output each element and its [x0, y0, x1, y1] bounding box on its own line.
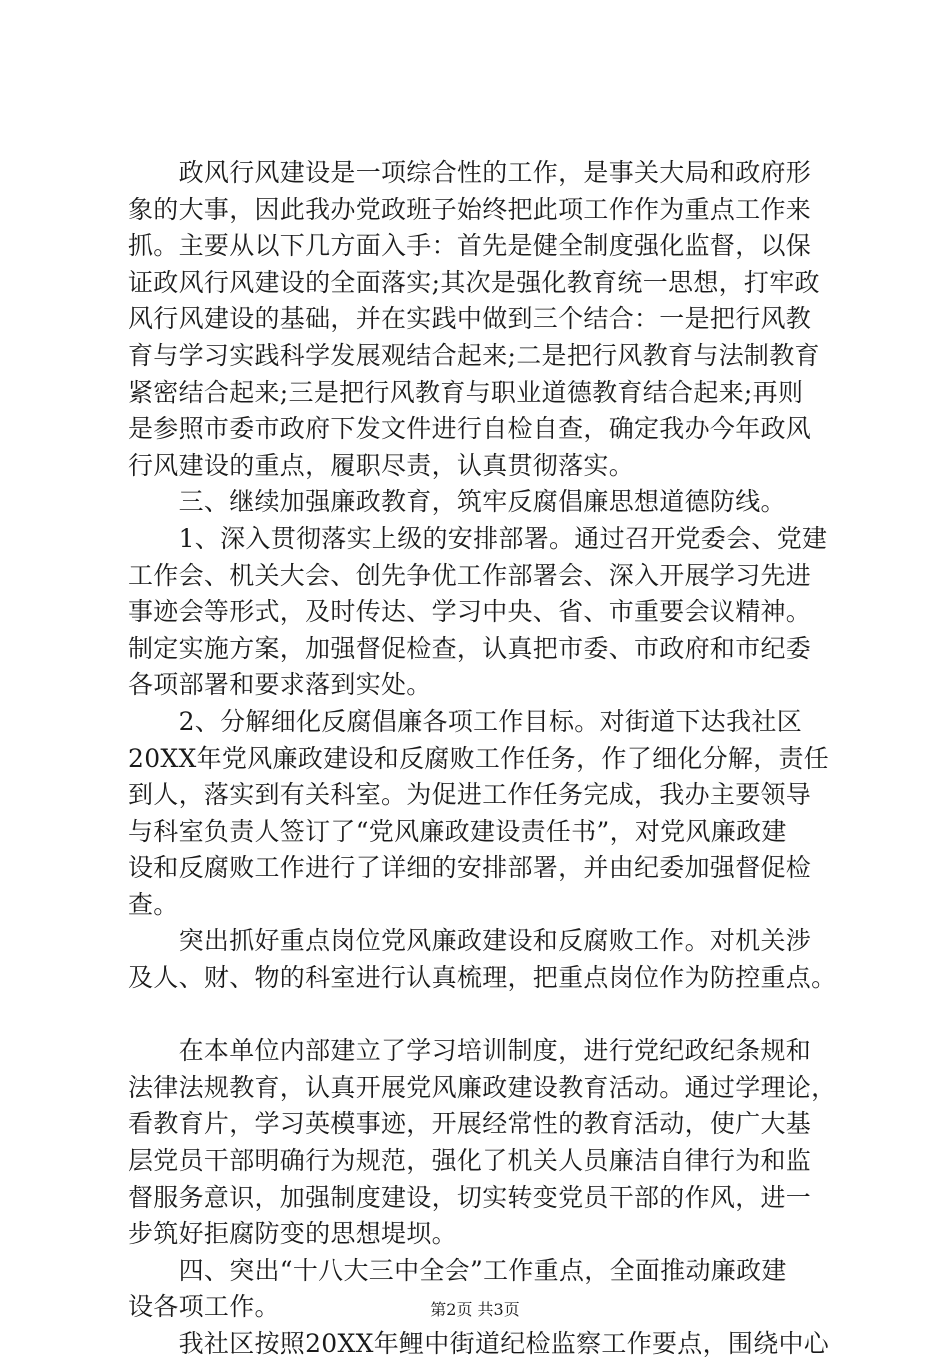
- text-line: 三、继续加强廉政教育，筑牢反腐倡廉思想道德防线。: [128, 487, 786, 517]
- text-line: 层党员干部明确行为规范，强化了机关人员廉洁自律行为和监: [128, 1146, 812, 1176]
- text-line: 20XX年党风廉政建设和反腐败工作任务，作了细化分解，责任: [128, 743, 830, 773]
- text-line: 1、深入贯彻落实上级的安排部署。通过召开党委会、党建: [128, 523, 828, 553]
- text-line: 查。: [128, 889, 179, 919]
- text-line: 事迹会等形式，及时传达、学习中央、省、市重要会议精神。: [128, 597, 812, 627]
- text-line: 到人，落实到有关科室。为促进工作任务完成，我办主要领导: [128, 780, 812, 810]
- text-line: 证政风行风建设的全面落实;其次是强化教育统一思想，打牢政: [128, 267, 820, 297]
- text-line: 及人、财、物的科室进行认真梳理，把重点岗位作为防控重点。: [128, 963, 837, 993]
- text-line: 制定实施方案，加强督促检查，认真把市委、市政府和市纪委: [128, 633, 812, 663]
- blank-line: [128, 997, 833, 1034]
- page-footer: 第2页 共3页: [430, 1300, 520, 1319]
- text-line: 是参照市委市政府下发文件进行自检自查，确定我办今年政风: [128, 414, 812, 444]
- text-line: 我社区按照20XX年鲤中街道纪检监察工作要点，围绕中心: [128, 1329, 830, 1358]
- text-line: 督服务意识，加强制度建设，切实转变党员干部的作风，进一: [128, 1182, 812, 1212]
- text-line: 在本单位内部建立了学习培训制度，进行党纪政纪条规和: [128, 1036, 812, 1066]
- text-line: 设和反腐败工作进行了详细的安排部署，并由纪委加强督促检: [128, 853, 812, 883]
- text-line: 紧密结合起来;三是把行风教育与职业道德教育结合起来;再则: [128, 377, 804, 407]
- text-line: 突出抓好重点岗位党风廉政建设和反腐败工作。对机关涉: [128, 926, 812, 956]
- text-line: 行风建设的重点，履职尽责，认真贯彻落实。: [128, 450, 635, 480]
- text-line: 四、突出“十八大三中全会”工作重点，全面推动廉政建: [128, 1255, 787, 1285]
- text-line: 步筑好拒腐防变的思想堤坝。: [128, 1219, 457, 1249]
- body-text: [128, 155, 837, 1363]
- text-line: 象的大事，因此我办党政班子始终把此项工作作为重点工作来: [128, 194, 812, 224]
- text-line: 看教育片，学习英模事迹，开展经常性的教育活动，使广大基: [128, 1109, 812, 1139]
- text-line: 抓。主要从以下几方面入手：首先是健全制度强化监督，以保: [128, 231, 812, 261]
- text-line: 各项部署和要求落到实处。: [128, 670, 432, 700]
- text-line: 政风行风建设是一项综合性的工作，是事关大局和政府形: [128, 158, 812, 187]
- text-line: 育与学习实践科学发展观结合起来;二是把行风教育与法制教育: [128, 340, 820, 370]
- text-line: 2、分解细化反腐倡廉各项工作目标。对街道下达我社区: [128, 706, 803, 736]
- text-line: 与科室负责人签订了“党风廉政建设责任书”，对党风廉政建: [128, 816, 787, 846]
- text-line: 法律法规教育，认真开展党风廉政建设教育活动。通过学理论，: [128, 1072, 837, 1102]
- text-line: 工作会、机关大会、创先争优工作部署会、深入开展学习先进: [128, 560, 812, 590]
- text-line: 设各项工作。: [128, 1292, 280, 1322]
- text-line: 风行风建设的基础，并在实践中做到三个结合：一是把行风教: [128, 304, 812, 334]
